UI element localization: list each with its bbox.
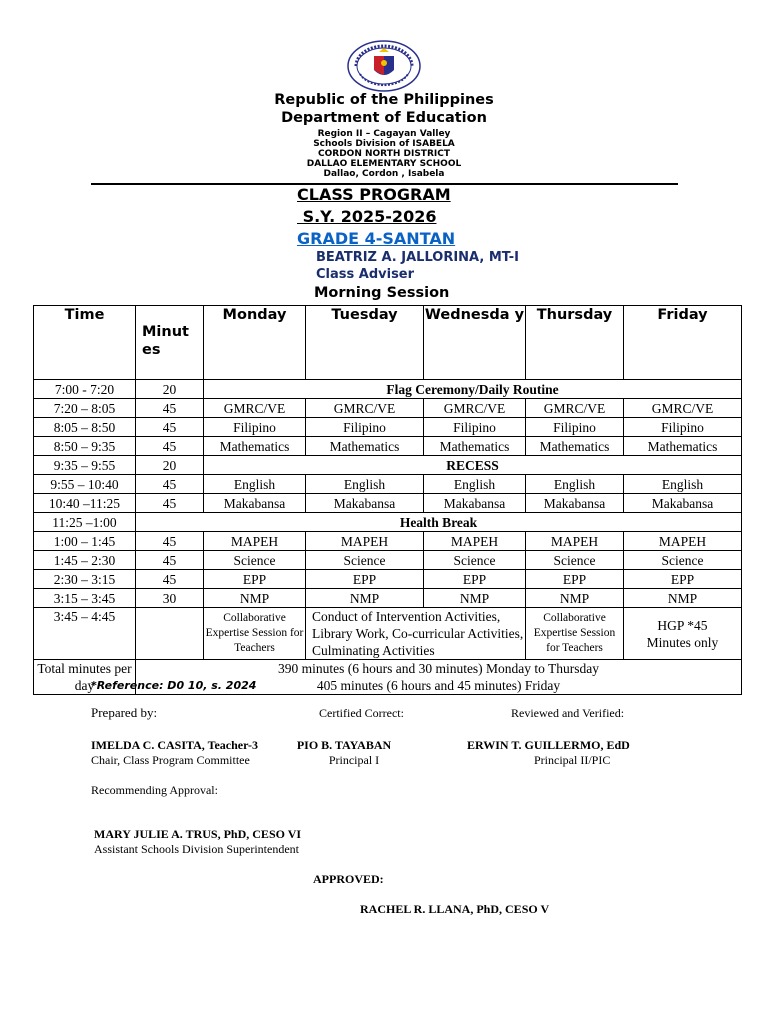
time-cell: 3:45 – 4:45: [34, 608, 136, 660]
minutes-cell: 45: [136, 570, 204, 589]
subject-cell-wednesday: Mathematics: [424, 437, 526, 456]
reviewed-label: Reviewed and Verified:: [511, 706, 625, 720]
subject-cell-monday: NMP: [204, 589, 306, 608]
school-address: Dallao, Cordon , Isabela: [323, 169, 445, 179]
header-monday: Monday: [204, 306, 306, 380]
certifier-name: PIO B. TAYABAN: [296, 738, 392, 752]
subject-cell-friday: Makabansa: [624, 494, 742, 513]
time-cell: 11:25 –1:00: [34, 513, 136, 532]
country-heading: Republic of the Philippines: [274, 92, 494, 108]
table-row: [34, 513, 742, 532]
subject-cell-tuesday: EPP: [306, 570, 424, 589]
minutes-cell: 45: [136, 418, 204, 437]
minutes-cell: 45: [136, 551, 204, 570]
time-cell: 9:35 – 9:55: [34, 456, 136, 475]
department-heading: Department of Education: [281, 110, 487, 126]
intervention-activities-cell: Conduct of Intervention Activities, Library Work, Co-curricular Activities, Culminating Activities: [306, 608, 526, 660]
time-cell: 7:20 – 8:05: [34, 399, 136, 418]
table-row: [34, 570, 742, 589]
header-tuesday: Tuesday: [306, 306, 424, 380]
table-row: [34, 380, 742, 399]
table-row: [34, 437, 742, 456]
merged-activity-cell: Health Break: [136, 513, 742, 532]
table-row: [34, 551, 742, 570]
time-cell: 7:00 - 7:20: [34, 380, 136, 399]
time-cell: 9:55 – 10:40: [34, 475, 136, 494]
time-cell: 8:50 – 9:35: [34, 437, 136, 456]
table-row: [34, 475, 742, 494]
subject-cell-wednesday: Makabansa: [424, 494, 526, 513]
minutes-cell: 45: [136, 437, 204, 456]
region-text: Region II – Cagayan Valley: [317, 129, 451, 139]
school-name: DALLAO ELEMENTARY SCHOOL: [306, 159, 462, 169]
total-weekday-line: 390 minutes (6 hours and 30 minutes) Monday to Thursday: [277, 661, 600, 676]
subject-cell-monday: Filipino: [204, 418, 306, 437]
approved-label: APPROVED:: [313, 872, 384, 886]
subject-cell-tuesday: GMRC/VE: [306, 399, 424, 418]
table-row: [34, 532, 742, 551]
reviewer-name: ERWIN T. GUILLERMO, EdD: [467, 738, 630, 752]
minutes-cell: 30: [136, 589, 204, 608]
subject-cell-friday: Mathematics: [624, 437, 742, 456]
subject-cell-thursday: Filipino: [526, 418, 624, 437]
header-friday: Friday: [624, 306, 742, 380]
preparer-name: IMELDA C. CASITA, Teacher-3: [91, 738, 259, 752]
certifier-role: Principal I: [328, 753, 380, 767]
subject-cell-friday: English: [624, 475, 742, 494]
recommender-role: Assistant Schools Division Superintendent: [94, 842, 299, 856]
table-row: [34, 399, 742, 418]
school-year: S.Y. 2025-2026: [297, 207, 437, 226]
subject-cell-wednesday: Science: [424, 551, 526, 570]
subject-cell-monday: MAPEH: [204, 532, 306, 551]
header-time: Time: [34, 306, 136, 380]
time-cell: 2:30 – 3:15: [34, 570, 136, 589]
subject-cell-tuesday: NMP: [306, 589, 424, 608]
subject-cell-thursday: English: [526, 475, 624, 494]
subject-cell-tuesday: Science: [306, 551, 424, 570]
subject-cell-wednesday: GMRC/VE: [424, 399, 526, 418]
subject-cell-friday: Filipino: [624, 418, 742, 437]
subject-cell-tuesday: Makabansa: [306, 494, 424, 513]
minutes-cell: 45: [136, 532, 204, 551]
deped-seal: [346, 40, 422, 92]
approver-name: RACHEL R. LLANA, PhD, CESO V: [360, 902, 550, 916]
subject-cell-friday: HGP *45 Minutes only: [624, 608, 742, 660]
table-row: [34, 418, 742, 437]
header-minutes: Minut es: [136, 306, 204, 380]
subject-cell-tuesday: MAPEH: [306, 532, 424, 551]
adviser-role: Class Adviser: [316, 267, 415, 282]
recommending-label: Recommending Approval:: [91, 783, 218, 797]
subject-cell-thursday: MAPEH: [526, 532, 624, 551]
minutes-cell: [136, 608, 204, 660]
subject-cell-thursday: Makabansa: [526, 494, 624, 513]
minutes-cell: 45: [136, 399, 204, 418]
subject-cell-thursday: Science: [526, 551, 624, 570]
subject-cell-monday: Science: [204, 551, 306, 570]
class-schedule-table: [33, 305, 742, 695]
subject-cell-monday: EPP: [204, 570, 306, 589]
recommender-name: MARY JULIE A. TRUS, PhD, CESO VI: [94, 827, 302, 841]
subject-cell-thursday: Mathematics: [526, 437, 624, 456]
subject-cell-monday: Collaborative Expertise Session for Teachers: [204, 608, 306, 660]
subject-cell-monday: Makabansa: [204, 494, 306, 513]
grade-section: GRADE 4-SANTAN: [297, 229, 456, 248]
subject-cell-wednesday: MAPEH: [424, 532, 526, 551]
merged-activity-cell: Flag Ceremony/Daily Routine: [204, 380, 742, 399]
table-row: [34, 608, 742, 660]
time-cell: 8:05 – 8:50: [34, 418, 136, 437]
minutes-cell: 45: [136, 494, 204, 513]
subject-cell-thursday: EPP: [526, 570, 624, 589]
subject-cell-thursday: NMP: [526, 589, 624, 608]
merged-activity-cell: RECESS: [204, 456, 742, 475]
reviewer-role: Principal II/PIC: [534, 753, 611, 767]
minutes-cell: 20: [136, 456, 204, 475]
subject-cell-friday: Science: [624, 551, 742, 570]
subject-cell-friday: NMP: [624, 589, 742, 608]
time-cell: 1:00 – 1:45: [34, 532, 136, 551]
document-title: CLASS PROGRAM: [297, 185, 451, 204]
subject-cell-wednesday: Filipino: [424, 418, 526, 437]
table-header-row: [34, 306, 742, 380]
division-text: Schools Division of ISABELA: [313, 139, 455, 149]
session-label: Morning Session: [314, 285, 450, 301]
subject-cell-wednesday: English: [424, 475, 526, 494]
table-row: [34, 589, 742, 608]
subject-cell-monday: Mathematics: [204, 437, 306, 456]
subject-cell-tuesday: Filipino: [306, 418, 424, 437]
prepared-by-label: Prepared by:: [91, 705, 158, 720]
subject-cell-friday: MAPEH: [624, 532, 742, 551]
subject-cell-thursday: GMRC/VE: [526, 399, 624, 418]
total-friday-line: 405 minutes (6 hours and 45 minutes) Friday: [316, 678, 561, 693]
subject-cell-wednesday: EPP: [424, 570, 526, 589]
minutes-cell: 20: [136, 380, 204, 399]
header-thursday: Thursday: [526, 306, 624, 380]
subject-cell-tuesday: English: [306, 475, 424, 494]
total-label-cell: Total minutes per day: [34, 660, 136, 695]
table-row: [34, 494, 742, 513]
subject-cell-tuesday: Mathematics: [306, 437, 424, 456]
minutes-cell: 45: [136, 475, 204, 494]
subject-cell-monday: English: [204, 475, 306, 494]
table-row: [34, 456, 742, 475]
subject-cell-friday: EPP: [624, 570, 742, 589]
time-cell: 1:45 – 2:30: [34, 551, 136, 570]
time-cell: 10:40 –11:25: [34, 494, 136, 513]
adviser-name: BEATRIZ A. JALLORINA, MT-I: [316, 250, 519, 265]
preparer-role: Chair, Class Program Committee: [91, 753, 250, 767]
subject-cell-wednesday: NMP: [424, 589, 526, 608]
header-wednesday: Wednesda y: [424, 306, 526, 380]
subject-cell-monday: GMRC/VE: [204, 399, 306, 418]
certified-label: Certified Correct:: [319, 706, 404, 720]
subject-cell-friday: GMRC/VE: [624, 399, 742, 418]
district-text: CORDON NORTH DISTRICT: [318, 149, 450, 159]
subject-cell-thursday: Collaborative Expertise Session for Teachers: [526, 608, 624, 660]
reference-note: *Reference: D0 10, s. 2024: [91, 679, 257, 692]
time-cell: 3:15 – 3:45: [34, 589, 136, 608]
